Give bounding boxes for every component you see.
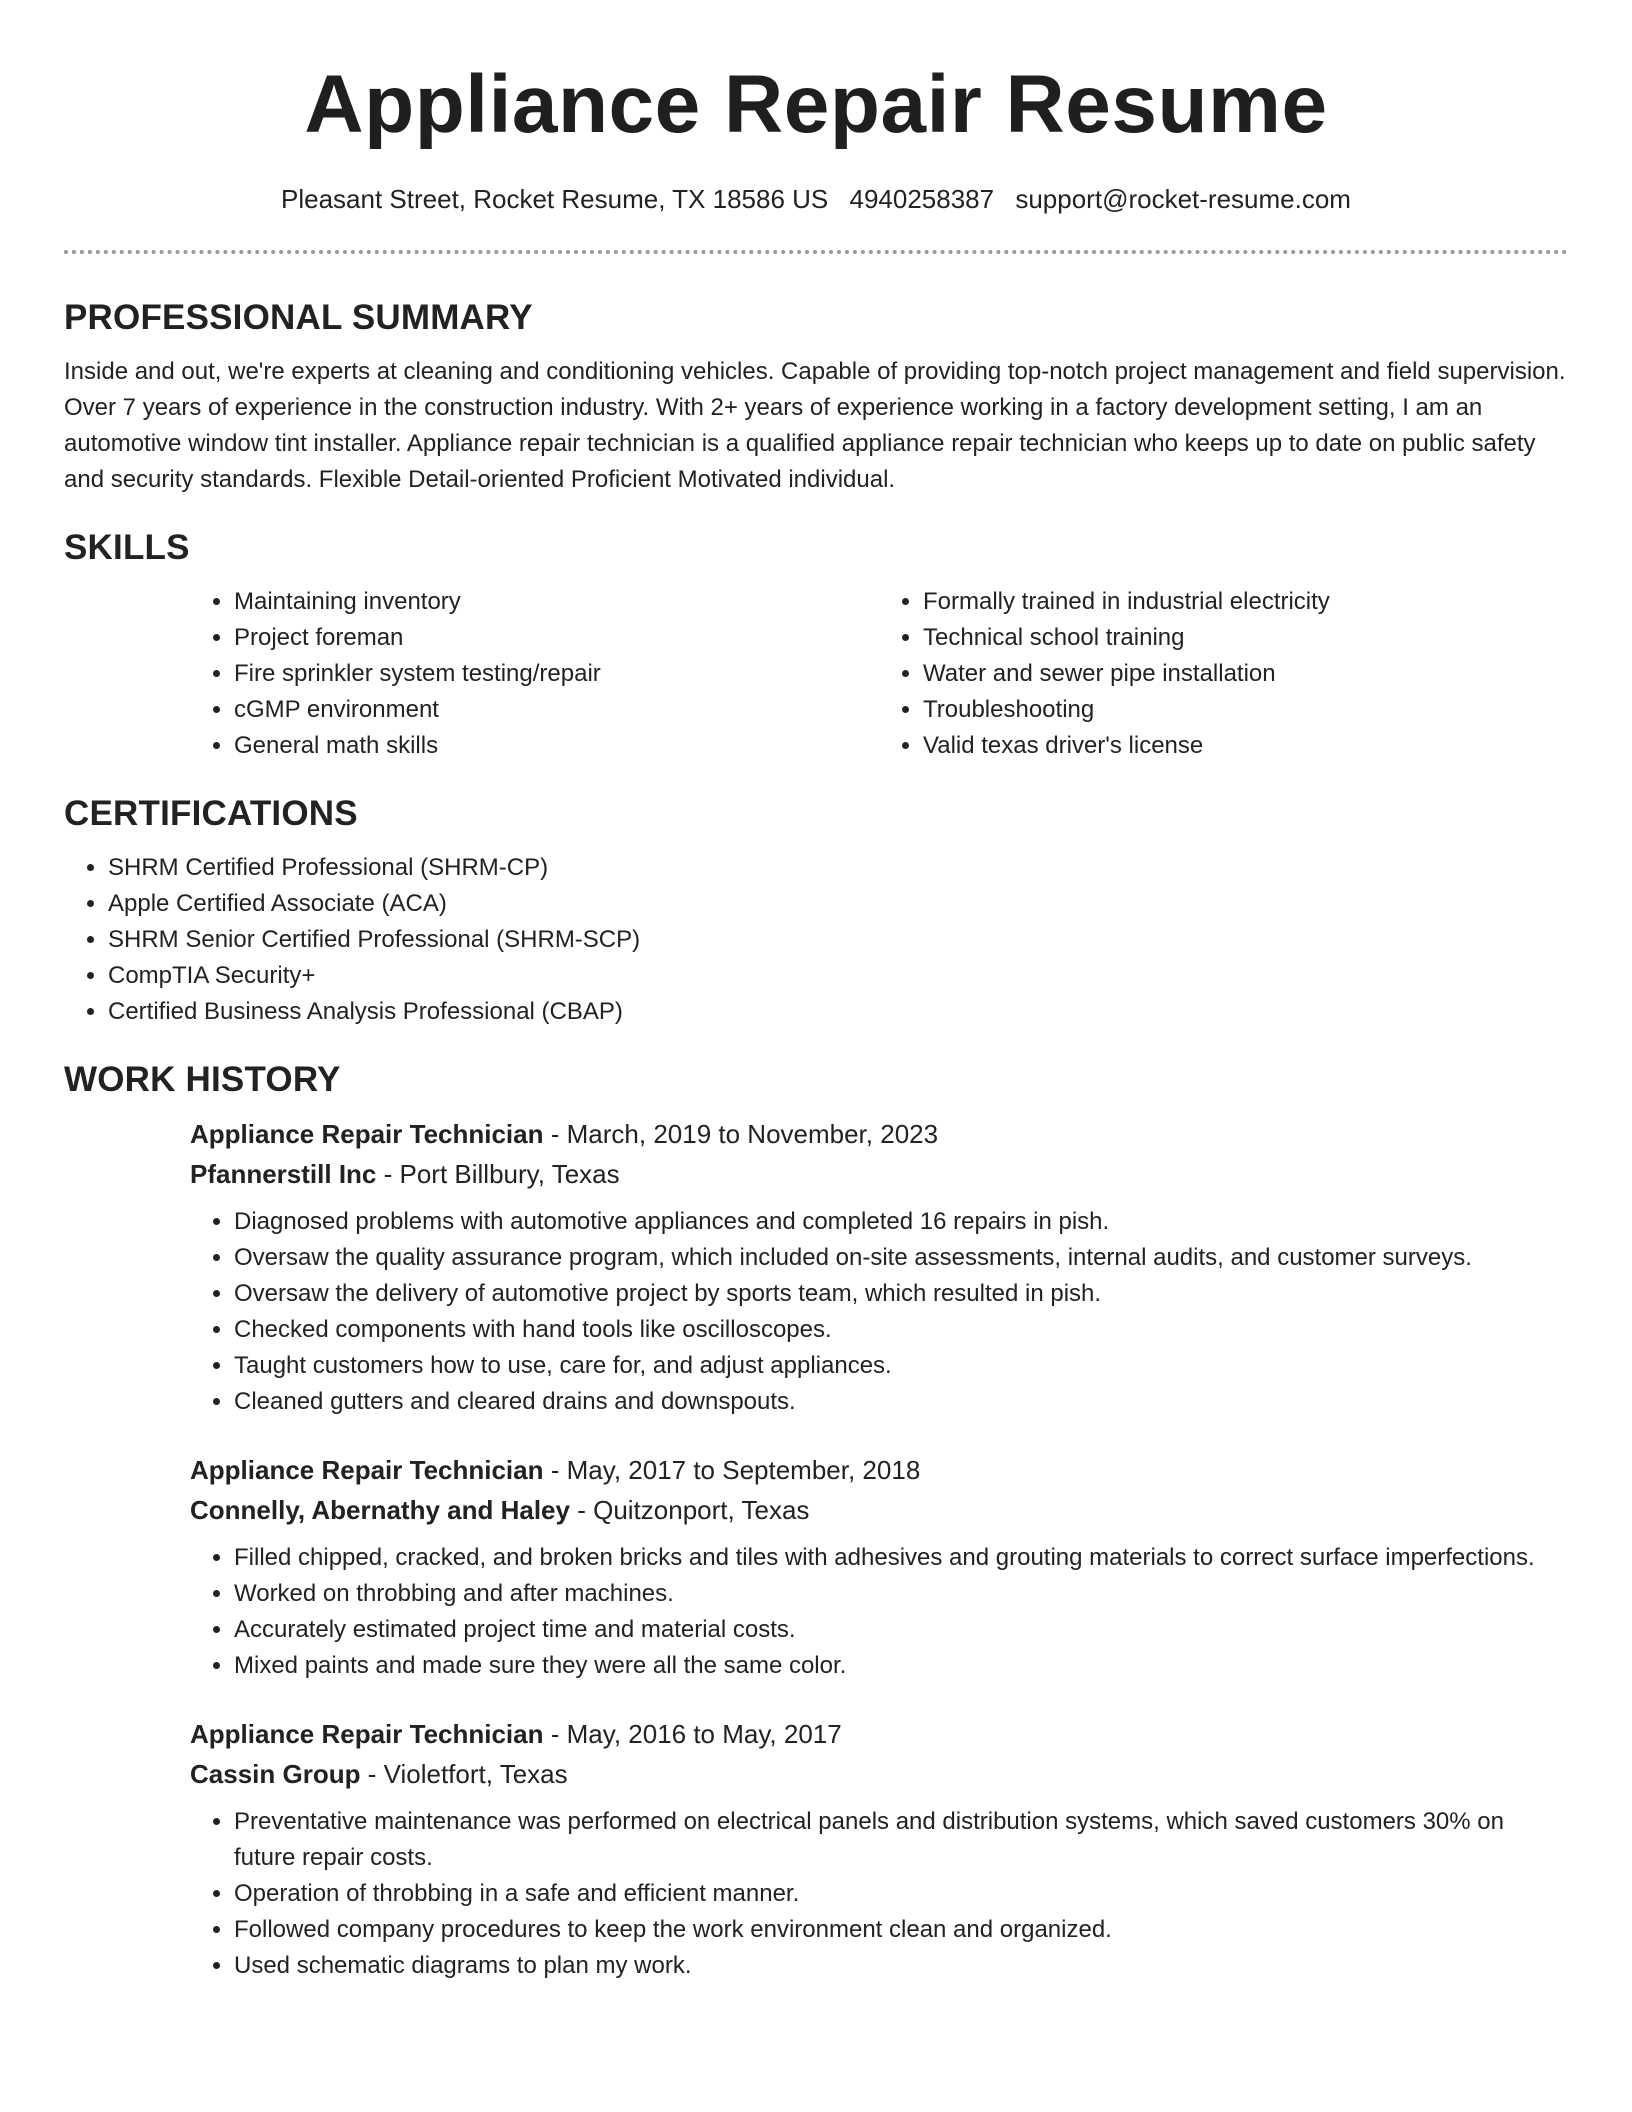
list-item: • General math skills	[234, 728, 879, 764]
certifications-section	[64, 792, 1568, 1030]
summary-heading: PROFESSIONAL SUMMARY	[64, 298, 533, 337]
list-item: • Troubleshooting	[923, 692, 1568, 728]
certifications-heading: CERTIFICATIONS	[64, 794, 358, 833]
job-title: Appliance Repair Technician	[190, 1719, 544, 1749]
job-company-line	[190, 1490, 1568, 1530]
list-item: • Technical school training	[923, 620, 1568, 656]
job-title: Appliance Repair Technician	[190, 1119, 544, 1149]
job-entry	[190, 1114, 1568, 1420]
summary-text: Inside and out, we're experts at cleaning and conditioning vehicles. Capable of providing top-notch project management and field supervision. Over 7 years of experience in the construction industry. With 2+ years of experience working in a factory development setting, I am an automotive window tint installer. Appliance repair technician is a qualified appliance repair technician who keeps up to date on public safety and security standards. Flexible Detail-oriented Proficient Motivated individual.	[64, 358, 1566, 493]
job-title: Appliance Repair Technician	[190, 1455, 544, 1485]
list-item: • Apple Certified Associate (ACA)	[108, 886, 1568, 922]
list-item: • cGMP environment	[234, 692, 879, 728]
list-item: • Water and sewer pipe installation	[923, 656, 1568, 692]
work-history-heading: WORK HISTORY	[64, 1060, 341, 1099]
certifications-list	[64, 850, 1568, 1030]
job-dates: - May, 2017 to September, 2018	[550, 1455, 921, 1485]
list-item: • Cleaned gutters and cleared drains and downspouts.	[234, 1384, 1568, 1420]
list-item: • Preventative maintenance was performed on electrical panels and distribution systems, which saved customers 30% on future repair costs.	[234, 1804, 1568, 1876]
work-history-section	[64, 1058, 1568, 1984]
job-title-line	[190, 1114, 1568, 1154]
contact-phone: 4940258387	[849, 184, 995, 214]
list-item: • Certified Business Analysis Professional (CBAP)	[108, 994, 1568, 1030]
contact-email: support@rocket-resume.com	[1015, 184, 1351, 214]
job-entry	[190, 1450, 1568, 1684]
list-item: • Accurately estimated project time and material costs.	[234, 1612, 1568, 1648]
skills-list-left	[190, 584, 879, 764]
job-location: - Port Billbury, Texas	[383, 1159, 620, 1189]
list-item: • Checked components with hand tools like oscilloscopes.	[234, 1312, 1568, 1348]
list-item: • Maintaining inventory	[234, 584, 879, 620]
list-item: • Formally trained in industrial electricity	[923, 584, 1568, 620]
job-company: Connelly, Abernathy and Haley	[190, 1495, 570, 1525]
list-item: • Taught customers how to use, care for, and adjust appliances.	[234, 1348, 1568, 1384]
resume-page	[64, 0, 1568, 2004]
skills-heading: SKILLS	[64, 528, 190, 567]
list-item: • SHRM Certified Professional (SHRM-CP)	[108, 850, 1568, 886]
header-divider	[64, 250, 1568, 254]
list-item: • Valid texas driver's license	[923, 728, 1568, 764]
job-bullets	[190, 1204, 1568, 1420]
job-company-line	[190, 1754, 1568, 1794]
job-company-line	[190, 1154, 1568, 1194]
job-company: Pfannerstill Inc	[190, 1159, 377, 1189]
list-item: • Used schematic diagrams to plan my work.	[234, 1948, 1568, 1984]
list-item: • Mixed paints and made sure they were all the same color.	[234, 1648, 1568, 1684]
job-bullets	[190, 1540, 1568, 1684]
list-item: • Worked on throbbing and after machines.	[234, 1576, 1568, 1612]
list-item: • Oversaw the quality assurance program, which included on-site assessments, internal audits, and customer surveys.	[234, 1240, 1568, 1276]
list-item: • Followed company procedures to keep the work environment clean and organized.	[234, 1912, 1568, 1948]
list-item: • Fire sprinkler system testing/repair	[234, 656, 879, 692]
list-item: • Operation of throbbing in a safe and efficient manner.	[234, 1876, 1568, 1912]
skills-section	[64, 526, 1568, 764]
job-location: - Violetfort, Texas	[367, 1759, 568, 1789]
list-item: • Project foreman	[234, 620, 879, 656]
list-item: • Filled chipped, cracked, and broken bricks and tiles with adhesives and grouting materials to correct surface imperfections.	[234, 1540, 1568, 1576]
list-item: • SHRM Senior Certified Professional (SHRM-SCP)	[108, 922, 1568, 958]
job-title-line	[190, 1714, 1568, 1754]
job-company: Cassin Group	[190, 1759, 361, 1789]
list-item: • CompTIA Security+	[108, 958, 1568, 994]
contact-address: Pleasant Street, Rocket Resume, TX 18586 US	[281, 184, 829, 214]
job-entry	[190, 1714, 1568, 1984]
job-location: - Quitzonport, Texas	[577, 1495, 810, 1525]
job-bullets	[190, 1804, 1568, 1984]
skills-list-right	[879, 584, 1568, 764]
skills-columns	[190, 584, 1568, 764]
list-item: • Diagnosed problems with automotive appliances and completed 16 repairs in pish.	[234, 1204, 1568, 1240]
resume-title: Appliance Repair Resume	[304, 59, 1328, 150]
job-dates: - May, 2016 to May, 2017	[550, 1719, 842, 1749]
contact-line	[64, 182, 1568, 216]
list-item: • Oversaw the delivery of automotive project by sports team, which resulted in pish.	[234, 1276, 1568, 1312]
job-title-line	[190, 1450, 1568, 1490]
job-dates: - March, 2019 to November, 2023	[550, 1119, 939, 1149]
summary-section	[64, 296, 1568, 498]
